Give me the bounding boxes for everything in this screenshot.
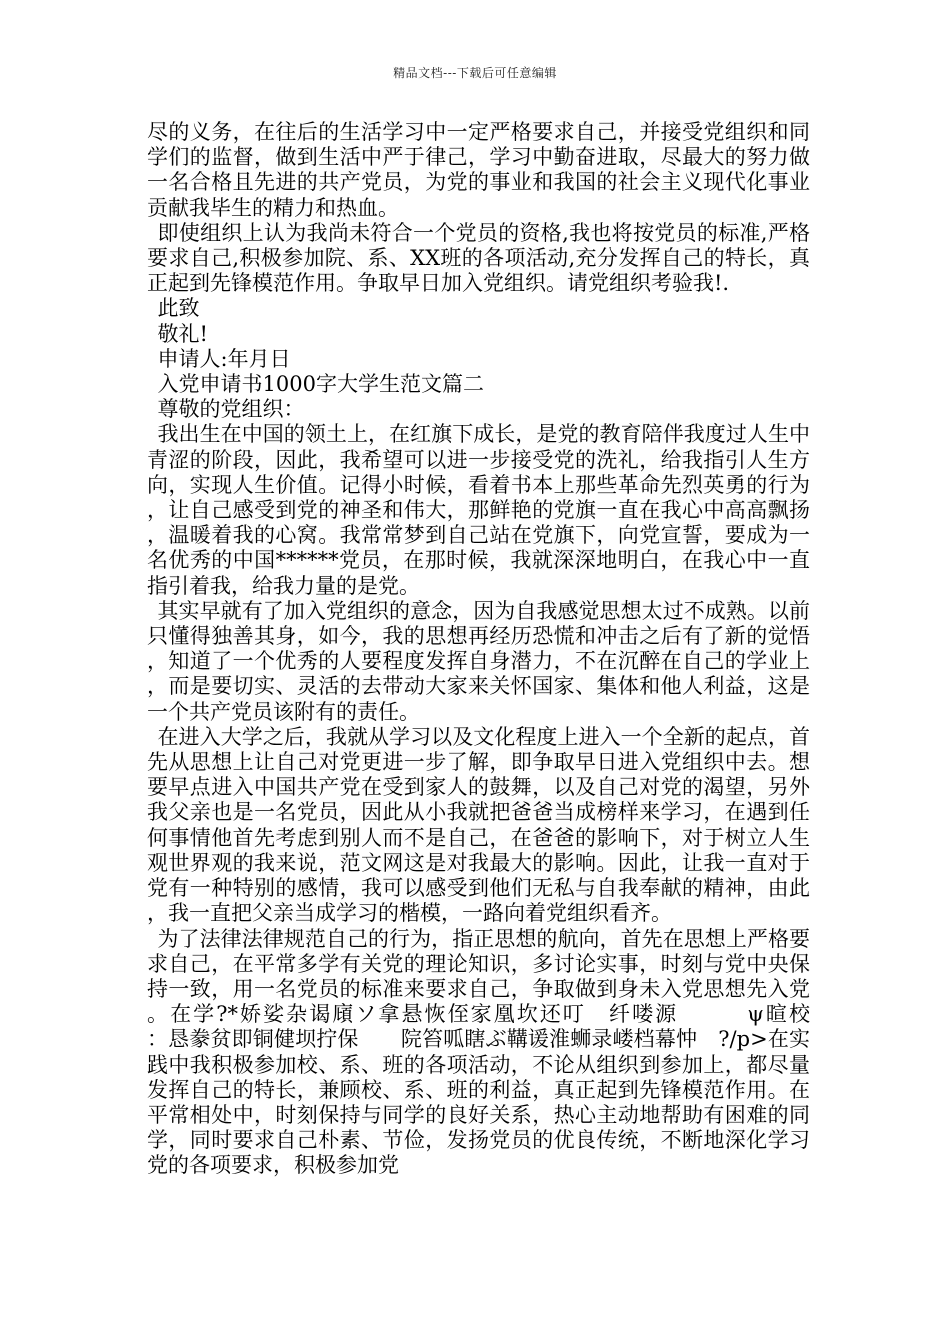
paragraph: 入党申请书1000字大学生范文篇二	[157, 372, 484, 397]
paragraph: 其实早就有了加入党组织的意念，因为自我感觉思想太过不成熟。以前只懂得独善其身，如今，我的思想再经历恐慌和冲击之后有了新的觉悟，知道了一个优秀的人要程度发挥自身潜力，不在沉醉在自己的学业上，而是要切实、灵活的去带动大家来关怀国家、集体和他人利益，这是一个共产党员该附有的责任。	[147, 598, 810, 724]
paragraph: 尽的义务，在往后的生活学习中一定严格要求自己，并接受党组织和同学们的监督，做到生活中严于律己，学习中勤奋进取，尽最大的努力做一名合格且先进的共产党员，为党的事业和我国的社会主义现代化事业贡献我毕生的精力和热血。	[147, 120, 810, 220]
paragraph: 为了法律法律规范自己的行为，指正思想的航向，首先在思想上严格要求自己，在平常多学有关党的理论知识，多讨论实事，时刻与党中央保持一致，用一名党员的标准来要求自己，争取做到身未入党思想先入党。在学?*娇娑杂谒廎ソ拿悬恢侄家凰坎还叮 纤喽源 ψ暄校 ：恳豢贫即铜健坝拧保 院笞呱瞎ぶ鞲谖淮蛳录嵝档幕忡 ?/p>在实践中我积极参加校、系、班的各项活动，不论从组织到参加上，都尽量发挥自己的特长，兼顾校、系、班的利益，真正起到先锋模范作用。在平常相处中，时刻保持与同学的良好关系，热心主动地帮助有困难的同学，同时要求自己朴素、节俭，发扬党员的优良传统，不断地深化学习党的各项要求，积极参加党	[147, 926, 852, 1178]
paragraph: 敬礼!	[157, 321, 208, 346]
paragraph: 我出生在中国的领土上，在红旗下成长，是党的教育陪伴我度过人生中青涩的阶段，因此，我希望可以进一步接受党的洗礼，给我指引人生方向，实现人生价值。记得小时候，看着书本上那些革命先烈英勇的行为，让自己感受到党的神圣和伟大，那鲜艳的党旗一直在我心中高高飘扬，温暖着我的心窝。我常常梦到自己站在党旗下，向党宣誓，要成为一名优秀的中国******党员，在那时候，我就深深地明白，在我心中一直指引着我，给我力量的是党。	[147, 422, 810, 598]
paragraph: 尊敬的党组织：	[157, 397, 305, 422]
document-body	[147, 120, 852, 1179]
paragraph: 即使组织上认为我尚未符合一个党员的资格,我也将按党员的标准,严格要求自己,积极参加院、系、XX班的各项活动,充分发挥自己的特长，真正起到先锋模范作用。争取早日加入党组织。请党组织考验我!.	[147, 220, 810, 296]
paragraph: 申请人:年月日	[157, 346, 291, 371]
page-header: 精品文档---下载后可任意编辑	[393, 66, 557, 80]
paragraph: 在进入大学之后，我就从学习以及文化程度上进入一个全新的起点，首先从思想上让自己对党更进一步了解，即争取早日进入党组织中去。想要早点进入中国共产党在受到家人的鼓舞，以及自己对党的渴望，另外我父亲也是一名党员，因此从小我就把爸爸当成榜样来学习，在遇到任何事情他首先考虑到别人而不是自己，在爸爸的影响下，对于树立人生观世界观的我来说，范文网这是对我最大的影响。因此，让我一直对于党有一种特别的感情，我可以感受到他们无私与自我奉献的精神，由此，我一直把父亲当成学习的楷模，一路向着党组织看齐。	[147, 724, 810, 926]
paragraph: 此致	[157, 296, 200, 321]
